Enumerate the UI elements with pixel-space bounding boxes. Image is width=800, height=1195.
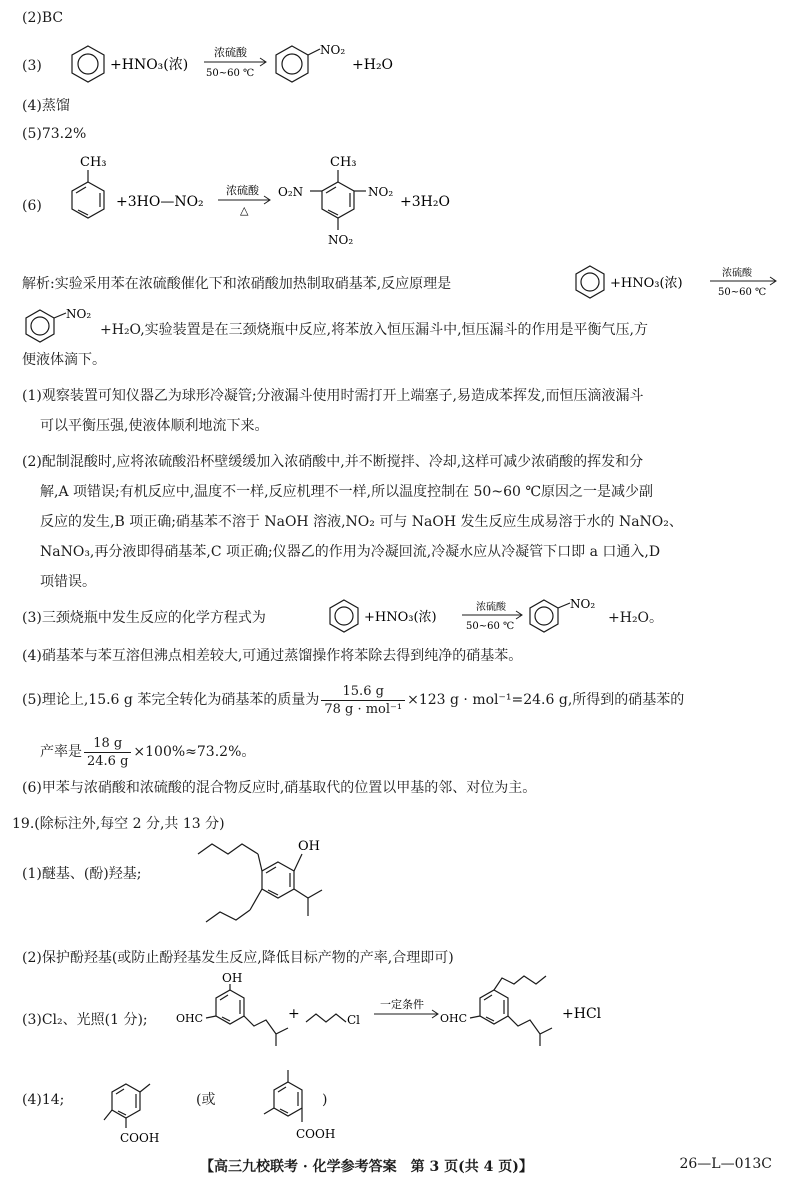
q19-3-equation: [176, 970, 616, 1058]
answer-5: (5)73.2%: [22, 126, 87, 142]
answer-6-label: (6): [22, 198, 42, 214]
q19-3-ohc: OHC: [176, 1012, 204, 1025]
condition6-bottom: △: [240, 204, 249, 217]
answer-2: (2)BC: [22, 10, 64, 26]
q19-2: (2)保护酚羟基(或防止酚羟基发生反应,降低目标产物的产率,合理即可): [22, 950, 454, 966]
tnt-no2-bottom: NO₂: [328, 233, 354, 247]
analysis-line-3: 便液体滴下。: [22, 352, 106, 368]
para-2-line-5: 项错误。: [40, 574, 96, 590]
question-19: 19.(除标注外,每空 2 分,共 13 分): [12, 816, 225, 832]
trinitration-equation-6: [66, 148, 486, 258]
analysis-hno3: +HNO₃(浓): [610, 276, 683, 291]
q19-3-condition: 一定条件: [380, 998, 424, 1011]
q19-4-close: ): [322, 1092, 328, 1108]
q19-4-or: (或: [196, 1092, 216, 1108]
ch3-text: CH₃: [80, 155, 107, 170]
analysis-no2: NO₂: [66, 307, 92, 321]
toluene: [72, 170, 104, 218]
tnt-ch3-text: CH₃: [330, 155, 357, 170]
p3-hno3: +HNO₃(浓): [364, 610, 437, 625]
h2o-text: +H₂O: [352, 57, 394, 73]
h2o3-text: +3H₂O: [400, 194, 450, 210]
analysis-equation: [572, 262, 792, 306]
trinitrotoluene: [310, 170, 366, 230]
condition-bottom: 50~60 ℃: [206, 68, 255, 79]
para-3: (3)三颈烧瓶中发生反应的化学方程式为: [22, 610, 266, 626]
no2-text: NO₂: [320, 43, 346, 57]
fraction-yield: $\frac{18 g}{24.6 g}$: [84, 735, 131, 770]
benzene-ring: [72, 46, 104, 82]
para-1-line-2: 可以平衡压强,使液体顺利地流下来。: [40, 418, 269, 434]
hno3-text: +HNO₃(浓): [110, 57, 189, 73]
footer-code: 26—L—013C: [679, 1156, 772, 1172]
para-6: (6)甲苯与浓硝酸和浓硫酸的混合物反应时,硝基取代的位置以甲基的邻、对位为主。: [22, 780, 537, 796]
answer-3-label: (3): [22, 58, 42, 74]
para-2-line-1: (2)配制混酸时,应将浓硫酸沿杯壁缓缓加入浓硝酸中,并不断搅拌、冷却,这样可减少浓硝酸的挥发和分: [22, 454, 644, 470]
analysis-cond-bottom: 50~60 ℃: [718, 287, 767, 298]
o2n-text: O₂N: [278, 185, 304, 199]
q19-4-structure-b: [238, 1058, 348, 1148]
q19-4: (4)14;: [22, 1092, 65, 1108]
analysis-line-1: 解析:实验采用苯在浓硫酸催化下和浓硝酸加热制取硝基苯,反应原理是: [22, 276, 452, 292]
p3-no2: NO₂: [570, 597, 596, 611]
q19-3-product-ohc: OHC: [440, 1012, 468, 1025]
para-5-line-1: (5)理论上,15.6 g 苯完全转化为硝基苯的质量为 $\frac{15.6 g}{\text{78 g · mol⁻¹}}$ ×123 g · mol⁻¹=24.6 g,所得到的硝基苯的: [22, 683, 685, 717]
q19-3-cl: Cl: [347, 1013, 361, 1027]
p3-cond-bottom: 50~60 ℃: [466, 621, 515, 632]
para-3-end: +H₂O。: [608, 610, 664, 626]
analysis-cond-top: 浓硫酸: [722, 268, 752, 279]
analysis-nitrobenzene: [22, 306, 112, 346]
q19-3-oh: OH: [222, 971, 243, 985]
q19-4-structure-a: [96, 1062, 206, 1148]
nitric-acid-text: +3HO—NO₂: [116, 194, 204, 210]
para-1-line-1: (1)观察装置可知仪器乙为球形冷凝管;分液漏斗使用时需打开上端塞子,易造成苯挥发,而恒压滴液漏斗: [22, 388, 644, 404]
q19-3: (3)Cl₂、光照(1 分);: [22, 1012, 148, 1028]
answer-4: (4)蒸馏: [22, 98, 70, 114]
para-3-equation: [326, 596, 626, 640]
q19-1-structure: [190, 832, 370, 956]
para-2-line-3: 反应的发生,B 项正确;硝基苯不溶于 NaOH 溶液,NO₂ 可与 NaOH 发生反应生成易溶于水的 NaNO₂、: [40, 514, 683, 530]
condition6-top: 浓硫酸: [226, 184, 259, 197]
para-4: (4)硝基苯与苯互溶但沸点相差较大,可通过蒸馏操作将苯除去得到纯净的硝基苯。: [22, 648, 523, 664]
q19-4-cooh-a: COOH: [120, 1131, 160, 1145]
tnt-no2-right: NO₂: [368, 185, 394, 199]
para-2-line-4: NaNO₃,再分液即得硝基苯,C 项正确;仪器乙的作用为冷凝回流,冷凝水应从冷凝管下口即 a 口通入,D: [40, 544, 661, 560]
para-5-line-2: 产率是 $\frac{18 g}{24.6 g}$ ×100%≈73.2%。: [40, 735, 256, 769]
q19-3-hcl: +HCl: [562, 1006, 602, 1022]
nitrobenzene: [276, 46, 320, 82]
q19-3-plus: +: [288, 1006, 300, 1022]
fraction-mass: $\frac{15.6 g}{\text{78 g · mol⁻¹}}$: [321, 683, 405, 718]
benzene-ring: [576, 266, 604, 298]
q19-oh: OH: [298, 839, 320, 854]
q19-4-cooh-b: COOH: [296, 1127, 336, 1141]
nitration-equation-3: [66, 38, 426, 96]
analysis-line-2: +H₂O,实验装置是在三颈烧瓶中反应,将苯放入恒压漏斗中,恒压漏斗的作用是平衡气压,方: [100, 322, 649, 338]
footer-title: 【高三九校联考 · 化学参考答案 第 3 页(共 4 页)】: [200, 1159, 533, 1175]
p3-cond-top: 浓硫酸: [476, 602, 506, 613]
para-2-line-2: 解,A 项错误;有机反应中,温度不一样,反应机理不一样,所以温度控制在 50~60 ℃原因之一是减少副: [40, 484, 653, 500]
q19-1: (1)醚基、(酚)羟基;: [22, 866, 142, 882]
condition-top: 浓硫酸: [214, 46, 247, 59]
